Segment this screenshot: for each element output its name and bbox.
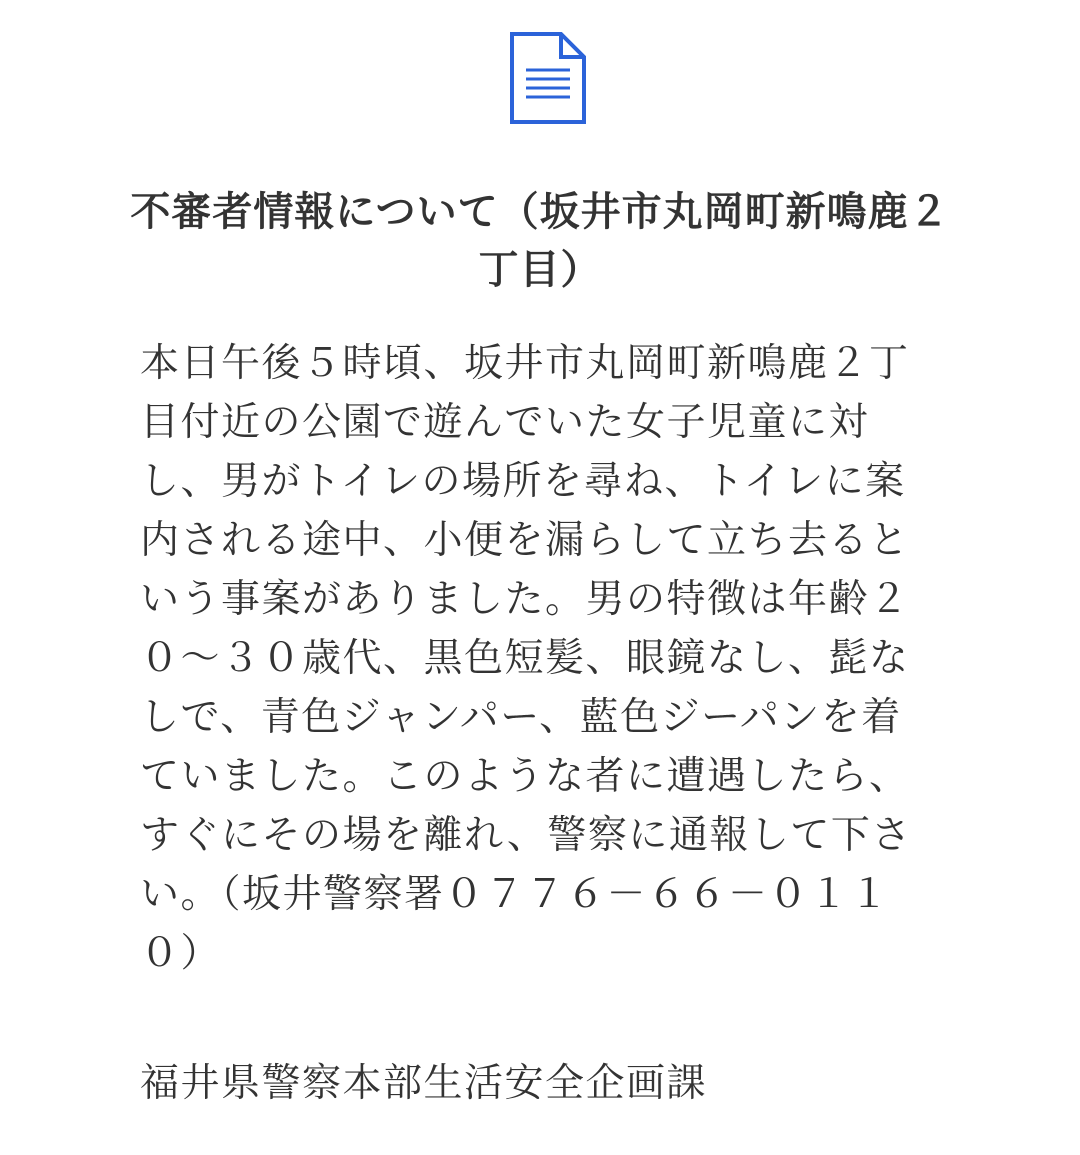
- notice-body: 本日午後５時頃、坂井市丸岡町新鳴鹿２丁目付近の公園で遊んでいた女子児童に対し、男がトイレの場所を尋ね、トイレに案内される途中、小便を漏らして立ち去るという事案がありました。男の特徴は年齢２０～３０歳代、黒色短髪、眼鏡なし、髭なしで、青色ジャンパー、藍色ジーパンを着ていました。このような者に遭遇したら、すぐにその場を離れ、警察に通報して下さい。（坂井警察署０７７６－６６－０１１０）: [140, 341, 912, 976]
- document-icon: [509, 31, 587, 125]
- notice-title: 不審者情報について（坂井市丸岡町新鳴鹿２丁目）: [130, 189, 950, 293]
- issuer-signature: 福井県警察本部生活安全企画課: [140, 1061, 708, 1106]
